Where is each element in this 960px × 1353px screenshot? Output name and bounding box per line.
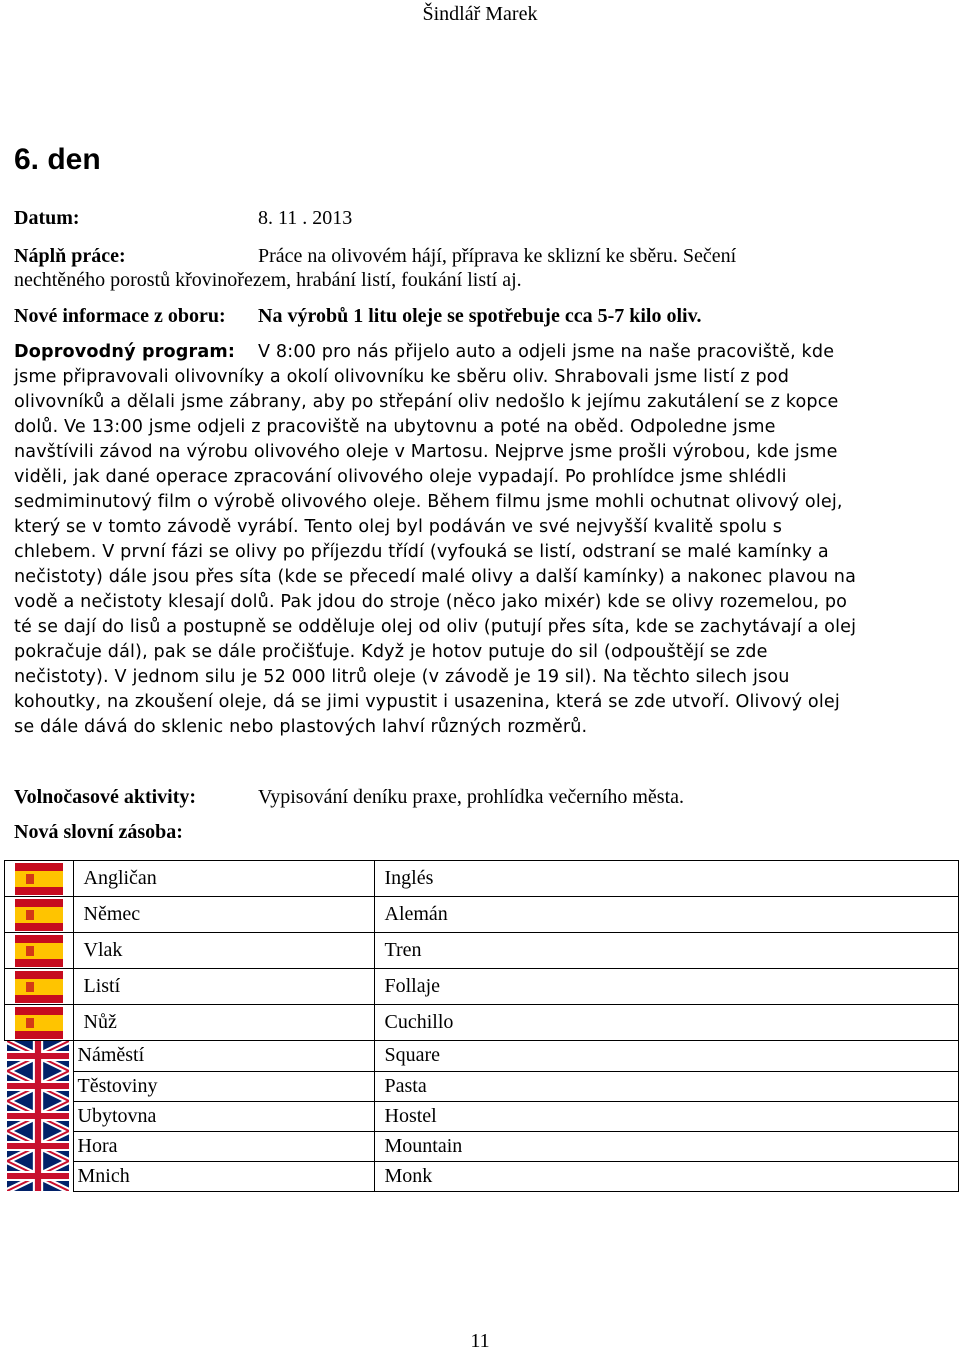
vocab-foreign-word: Alemán <box>374 897 959 933</box>
vocab-row <box>5 1131 959 1161</box>
vocab-foreign-word: Cuchillo <box>374 1005 959 1041</box>
program-text-2: Shrabovali jsme listí z pod olivovníků a dělali jsme zábrany, aby po střepání oliv nedošlo k jejímu zakutálení se z kopce dolů. Ve 13:00 jsme odjeli z pracoviště na ubytovnu a poté na oběd. <box>14 367 839 437</box>
uk-flag-icon <box>5 1161 74 1191</box>
date-label: Datum: <box>14 207 80 229</box>
vocab-table <box>4 860 959 1192</box>
vocab-row <box>5 1101 959 1131</box>
program-paragraph <box>14 340 860 740</box>
page-number: 11 <box>470 1330 490 1352</box>
vocab-czech-word: Listí <box>73 969 374 1005</box>
vocab-foreign-word: Tren <box>374 933 959 969</box>
vocab-foreign-word: Monk <box>374 1161 959 1191</box>
spanish-flag-icon <box>5 861 74 897</box>
vocab-foreign-word: Square <box>374 1041 959 1072</box>
spanish-flag-icon <box>5 969 74 1005</box>
vocab-foreign-word: Hostel <box>374 1101 959 1131</box>
leisure-value: Vypisování deníku praxe, prohlídka večerního města. <box>258 786 684 808</box>
vocab-row <box>5 1041 959 1072</box>
vocab-foreign-word: Pasta <box>374 1071 959 1101</box>
vocab-label: Nová slovní zásoba: <box>14 821 183 843</box>
date-value: 8. 11 . 2013 <box>258 207 353 229</box>
vocab-row <box>5 861 959 897</box>
vocab-czech-word: Ubytovna <box>73 1101 374 1131</box>
leisure-label: Volnočasové aktivity: <box>14 786 197 808</box>
vocab-row <box>5 897 959 933</box>
vocab-czech-word: Náměstí <box>73 1041 374 1072</box>
news-value: Na výrobů 1 litu oleje se spotřebuje cca 5-7 kilo oliv. <box>258 305 702 327</box>
program-label: Doprovodný program: <box>14 342 236 362</box>
vocab-table-body <box>5 861 959 1192</box>
vocab-foreign-word: Mountain <box>374 1131 959 1161</box>
vocab-czech-word: Hora <box>73 1131 374 1161</box>
vocab-foreign-word: Follaje <box>374 969 959 1005</box>
vocab-row <box>5 969 959 1005</box>
spanish-flag-icon <box>5 1005 74 1041</box>
program-text: V 8:00 pro nás přijelo auto a odjeli jsme na naše pracoviště, kde jsme připravovali olivovníky a okolí olivovníku ke sběru oliv. <box>14 342 835 387</box>
vocab-row <box>5 1005 959 1041</box>
program-text-3: Odpoledne jsme navštívili závod na výrobu olivového oleje v Martosu. Nejprve jsme prošli výrobou, kde jsme viděli, jak dané operace zpracování olivového oleje vypadají. Po prohlídce jsme shlédli sedmiminutový film o výrobě olivového oleje. Během filmu jsme mohli ochutnat olivový olej, který se v tomto závodě vyrábí. <box>14 417 843 537</box>
day-title: 6. den <box>14 143 101 176</box>
vocab-row <box>5 933 959 969</box>
vocab-czech-word: Angličan <box>73 861 374 897</box>
program-text-4: Tento olej byl podáván ve své nejvyšší kvalitě spolu s chlebem. V první fázi se olivy po příjezdu třídí (vyfouká se listí, odstraní se malé kamínky a nečistoty) dále jsou přes síta (kde se přecedí malé olivy a další kamínky) a nakonec plavou na vodě a nečistoty klesají dolů. Pak jdou do stroje (něco jako mixér) kde se olivy rozemelou, po té se dají do lisů a postupně se odděluje olej od oliv (putují přes síta, kde se zachytávají a olej pokračuje dál), pak se dále pročišťuje. Když je hotov putuje do sil (odpouštějí se zde nečistoty). V jednom silu je 52 000 litrů oleje (v závodě je 19 sil). Na těchto silech jsou kohoutky, na zkoušení oleje, dá se jimi vypustit i usazenina, která se zde utvoří. Olivový olej se dále dává do sklenic nebo plastových lahví různých rozměrů. <box>14 517 857 737</box>
uk-flag-icon <box>5 1101 74 1131</box>
vocab-czech-word: Vlak <box>73 933 374 969</box>
vocab-czech-word: Němec <box>73 897 374 933</box>
uk-flag-icon <box>5 1041 74 1072</box>
vocab-czech-word: Mnich <box>73 1161 374 1191</box>
uk-flag-icon <box>5 1071 74 1101</box>
vocab-foreign-word: Inglés <box>374 861 959 897</box>
vocab-row <box>5 1161 959 1191</box>
work-content-line1: Práce na olivovém hájí, příprava ke sklizní ke sběru. Sečení <box>258 245 737 267</box>
page-header-name: Šindlář Marek <box>422 3 538 25</box>
vocab-czech-word: Těstoviny <box>73 1071 374 1101</box>
work-content-label: Náplň práce: <box>14 245 126 267</box>
uk-flag-icon <box>5 1131 74 1161</box>
vocab-czech-word: Nůž <box>73 1005 374 1041</box>
spanish-flag-icon <box>5 897 74 933</box>
vocab-row <box>5 1071 959 1101</box>
news-label: Nové informace z oboru: <box>14 305 226 327</box>
work-content-line2: nechtěného porostů křovinořezem, hrabání listí, foukání listí aj. <box>14 269 522 291</box>
spanish-flag-icon <box>5 933 74 969</box>
